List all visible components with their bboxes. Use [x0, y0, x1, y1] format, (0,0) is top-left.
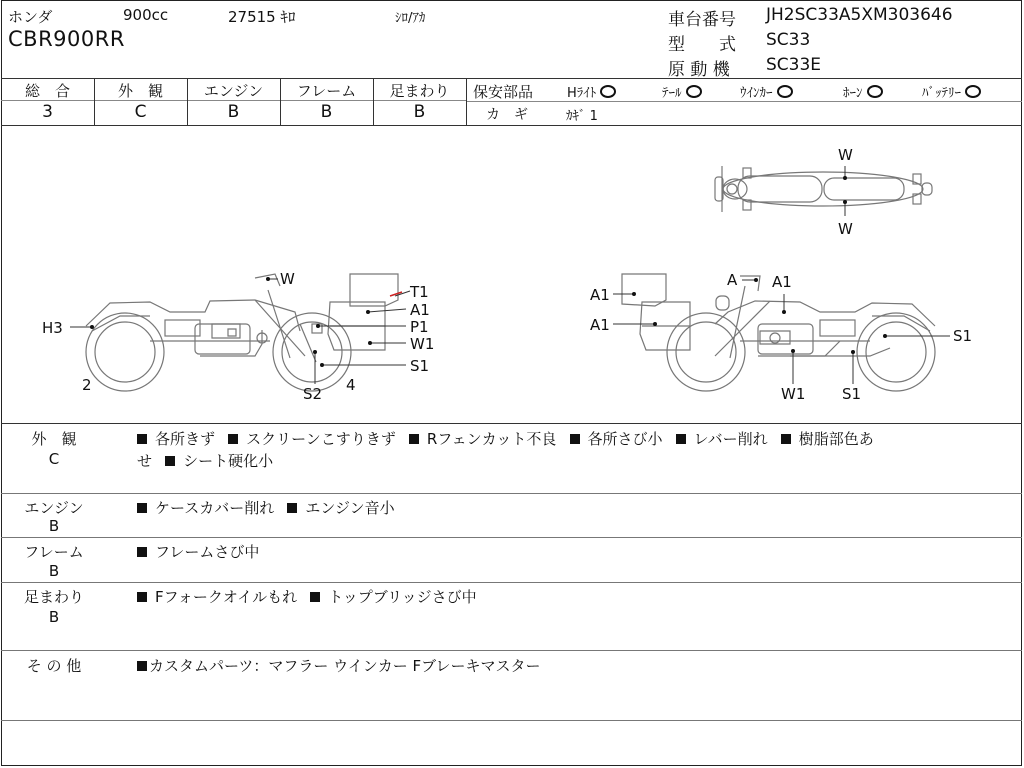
note-suspension-line1: Fフォークオイルもれ トップブリッジさび中: [137, 586, 477, 607]
grade-total-value: 3: [42, 102, 53, 122]
safety-item-battery: ﾊﾞｯﾃﾘｰ: [922, 82, 981, 101]
note-exterior-line2: せ シート硬化小: [137, 452, 274, 470]
grade-suspension-value: B: [413, 102, 426, 122]
notes-rule: [1, 493, 1022, 494]
key-value: ｶｷﾞ 1: [566, 109, 598, 124]
mark-top-w-lower: W: [838, 220, 853, 238]
mark-left-s1: S1: [410, 357, 430, 375]
mark-left-p1: P1: [410, 318, 429, 336]
engine-value: SC33E: [766, 55, 822, 75]
grade-divider: [466, 78, 467, 125]
bullet-square-icon: [137, 661, 147, 671]
diagram-bottom-rule: [1, 423, 1022, 424]
mark-left-h3: H3: [42, 319, 63, 337]
mark-right-w1: W1: [781, 385, 806, 403]
bullet-square-icon: [137, 547, 147, 557]
notes-rule: [1, 650, 1022, 651]
bullet-square-icon: [409, 434, 419, 444]
mark-right-a1-screen: A1: [590, 286, 610, 304]
model-name: CBR900RR: [8, 27, 125, 51]
note-engine-label: エンジン: [24, 499, 84, 517]
mark-right-s1-lower: S1: [842, 385, 862, 403]
displacement: 900cc: [123, 6, 169, 24]
note-other-line1: カスタムパーツ：マフラー ウインカー Fブレーキマスター: [137, 655, 541, 676]
grade-total-label: 総 合: [24, 82, 70, 100]
ok-circle-icon: [965, 85, 981, 98]
note-suspension-label: 足まわり: [23, 588, 84, 606]
note-frame-grade: B: [48, 562, 60, 580]
ok-circle-icon: [686, 85, 702, 98]
grade-frame-value: B: [320, 102, 333, 122]
safety-title: 保安部品: [473, 83, 534, 101]
mark-right-a: A: [727, 271, 738, 289]
ok-circle-icon: [777, 85, 793, 98]
grade-frame-label: フレーム: [296, 82, 357, 100]
grade-engine-label: エンジン: [203, 82, 264, 100]
mark-right-s1-rear: S1: [953, 327, 973, 345]
mark-left-w: W: [280, 270, 295, 288]
chassis-label: 車台番号: [668, 10, 736, 30]
note-suspension-grade: B: [48, 608, 60, 626]
mark-top-w-upper: W: [838, 146, 853, 164]
maker: ホンダ: [8, 8, 53, 26]
note-engine-line1: ケースカバー削れ エンジン音小: [137, 497, 395, 518]
mark-right-a1-cowl: A1: [590, 316, 610, 334]
safety-mid-rule: [467, 101, 1022, 102]
bullet-square-icon: [310, 592, 320, 602]
grade-suspension-label: 足まわり: [389, 82, 450, 100]
mileage: 27515 ｷﾛ: [228, 8, 296, 26]
note-exterior-line1: 各所きず スクリーンこすりきず Rフェンカット不良 各所さび小 レバー削れ 樹脂部色あ: [137, 428, 874, 449]
type-value: SC33: [766, 30, 811, 50]
bullet-square-icon: [781, 434, 791, 444]
bike-top-view: [715, 166, 932, 212]
mark-left-w1: W1: [410, 335, 435, 353]
note-exterior-grade: C: [48, 450, 60, 468]
grade-exterior-value: C: [134, 102, 147, 122]
grade-top-rule: [1, 78, 1022, 79]
notes-rule: [1, 720, 1022, 721]
bullet-square-icon: [137, 503, 147, 513]
safety-item-headlight: Hﾗｲﾄ: [567, 82, 616, 101]
damage-diagram: [0, 126, 1022, 422]
note-exterior-label: 外 観: [31, 430, 77, 448]
mark-left-2: 2: [82, 376, 92, 394]
safety-item-winker: ｳｲﾝｶｰ: [740, 82, 793, 101]
bullet-square-icon: [676, 434, 686, 444]
color: ｼﾛ/ｱｶ: [395, 11, 426, 26]
bike-right-view: [667, 276, 935, 391]
type-label: 型 式: [668, 35, 736, 55]
bullet-square-icon: [287, 503, 297, 513]
bullet-square-icon: [137, 434, 147, 444]
engine-label: 原 動 機: [668, 60, 730, 80]
grade-engine-value: B: [227, 102, 240, 122]
note-frame-label: フレーム: [24, 543, 84, 561]
note-other-label: そ の 他: [26, 657, 82, 675]
note-frame-line1: フレームさび中: [137, 541, 259, 562]
mark-left-t1: T1: [410, 283, 429, 301]
safety-item-horn: ﾎｰﾝ: [843, 82, 883, 101]
mark-right-a1-top: A1: [772, 273, 792, 291]
mark-left-s2: S2: [303, 385, 323, 403]
key-label: カ ギ: [486, 107, 528, 123]
bullet-square-icon: [570, 434, 580, 444]
grade-exterior-label: 外 観: [117, 82, 163, 100]
ok-circle-icon: [600, 85, 616, 98]
chassis-value: JH2SC33A5XM303646: [766, 5, 953, 25]
bullet-square-icon: [228, 434, 238, 444]
notes-rule: [1, 537, 1022, 538]
notes-rule: [1, 582, 1022, 583]
ok-circle-icon: [867, 85, 883, 98]
mark-left-4: 4: [346, 376, 356, 394]
bullet-square-icon: [137, 592, 147, 602]
note-engine-grade: B: [48, 517, 60, 535]
mark-left-a1: A1: [410, 301, 430, 319]
bike-left-view: [86, 274, 351, 391]
safety-item-tail: ﾃｰﾙ: [662, 82, 702, 101]
bullet-square-icon: [165, 456, 175, 466]
